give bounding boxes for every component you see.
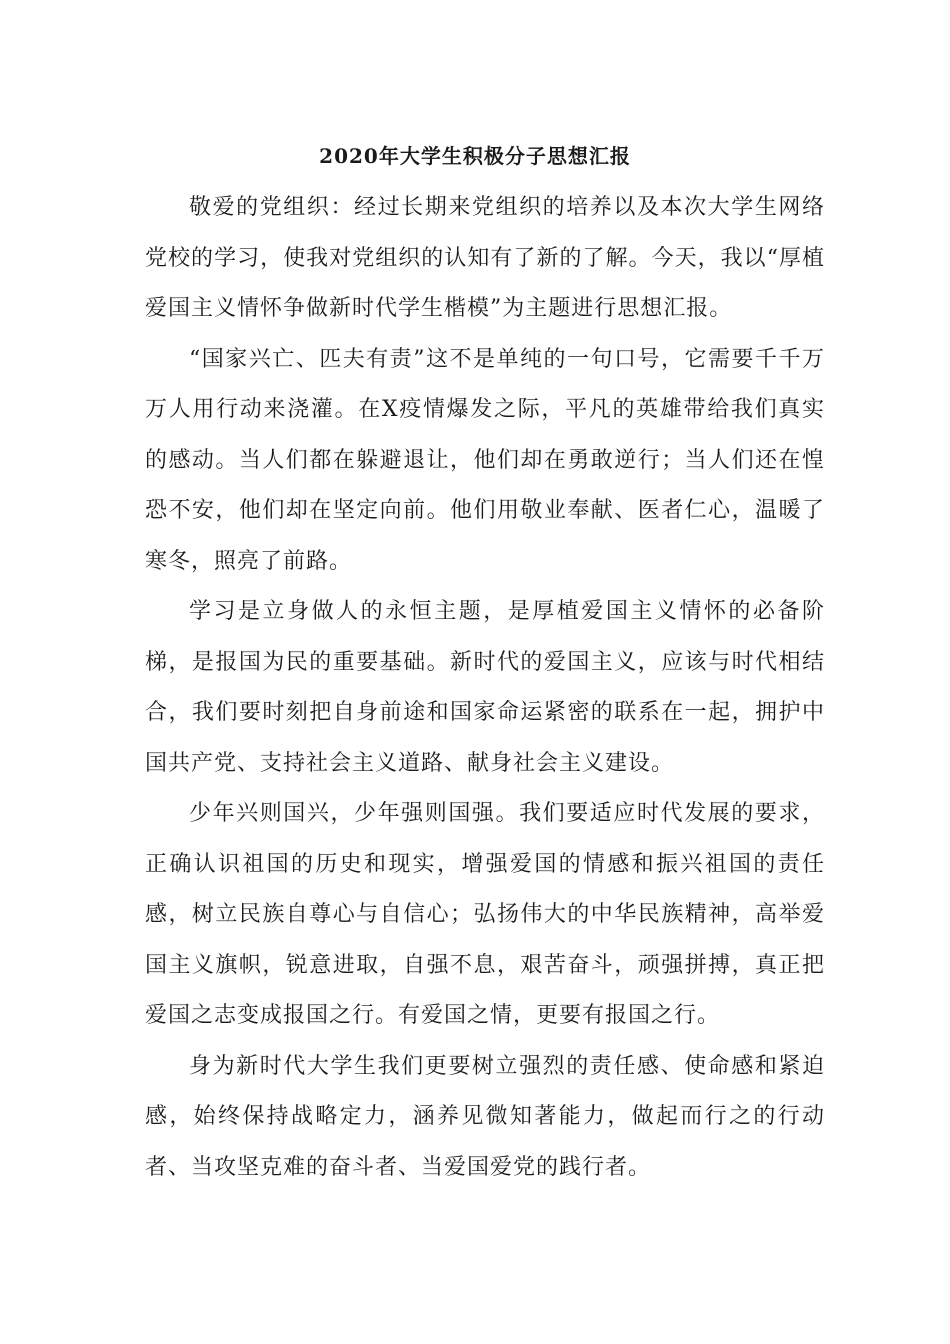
- paragraph-responsibility: “国家兴亡、匹夫有责”这不是单纯的一句口号，它需要千千万万人用行动来浇灌。在X疫情爆发之际，平凡的英雄带给我们真实的感动。当人们都在躲避退让，他们却在勇敢逆行；当人们还在惶恐不安，他们却在坚定向前。他们用敬业奉献、医者仁心，温暖了寒冬，照亮了前路。: [145, 346, 825, 574]
- document-title: 2020年大学生积极分子思想汇报: [319, 144, 631, 168]
- paragraph-learning: 学习是立身做人的永恒主题，是厚植爱国主义情怀的必备阶梯，是报国为民的重要基础。新时代的爱国主义，应该与时代相结合，我们要时刻把自身前途和国家命运紧密的联系在一起，拥护中国共产党、支持社会主义道路、献身社会主义建设。: [145, 599, 825, 776]
- paragraph-conclusion: 身为新时代大学生我们更要树立强烈的责任感、使命感和紧迫感，始终保持战略定力，涵养见微知著能力，做起而行之的行动者、当攻坚克难的奋斗者、当爱国爱党的践行者。: [145, 1053, 825, 1180]
- document-body: [145, 183, 825, 1193]
- paragraph-youth: 少年兴则国兴，少年强则国强。我们要适应时代发展的要求，正确认识祖国的历史和现实，增强爱国的情感和振兴祖国的责任感，树立民族自尊心与自信心；弘扬伟大的中华民族精神，高举爱国主义旗帜，锐意进取，自强不息，艰苦奋斗，顽强拼搏，真正把爱国之志变成报国之行。有爱国之情，更要有报国之行。: [145, 801, 825, 1028]
- paragraph-salutation: 敬爱的党组织：经过长期来党组织的培养以及本次大学生网络党校的学习，使我对党组织的认知有了新的了解。今天，我以“厚植爱国主义情怀争做新时代学生楷模”为主题进行思想汇报。: [145, 195, 825, 321]
